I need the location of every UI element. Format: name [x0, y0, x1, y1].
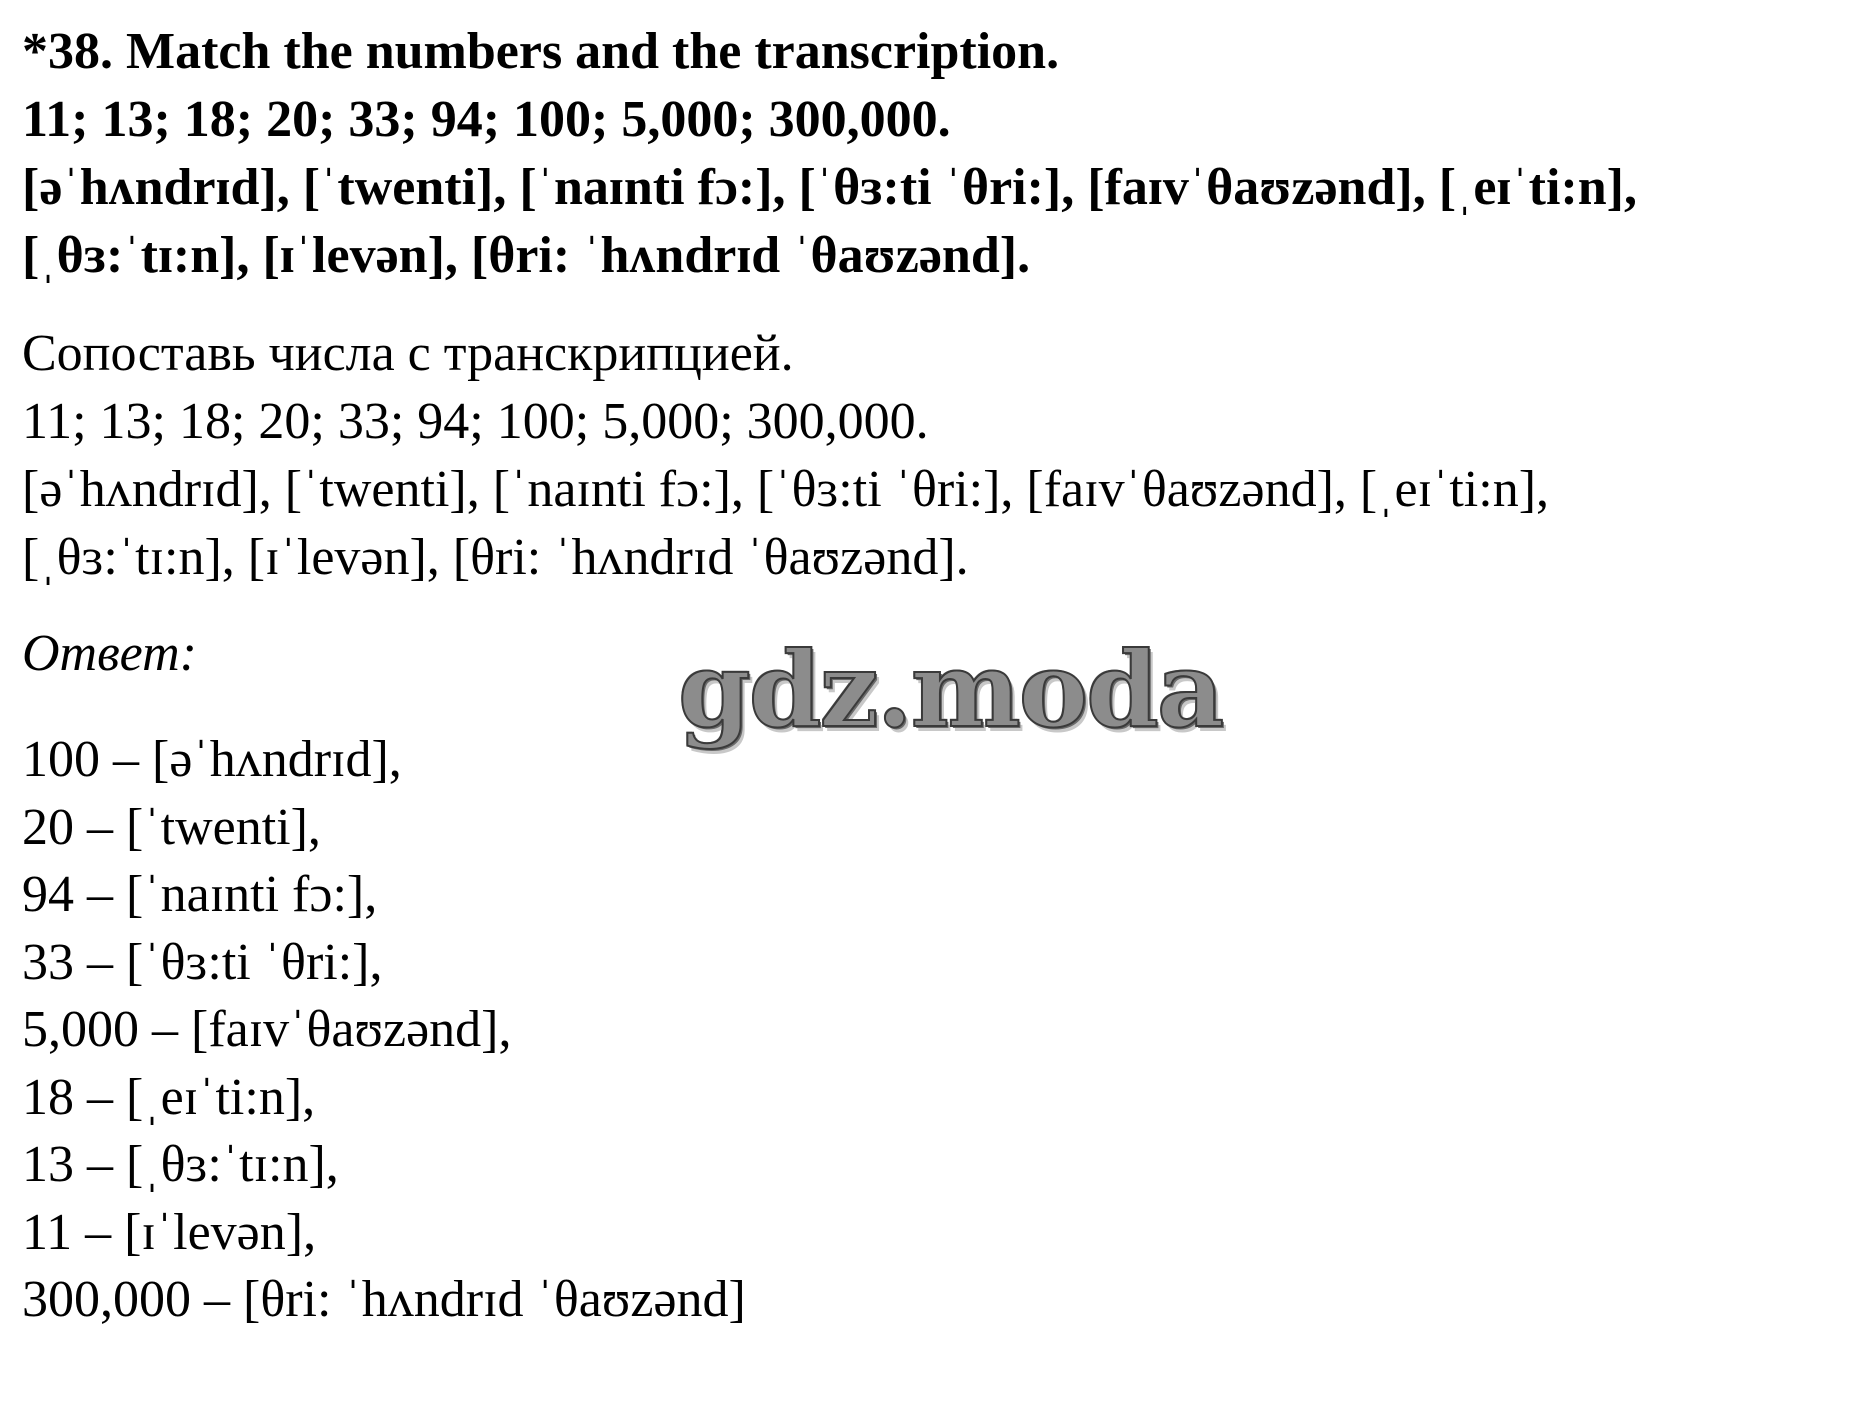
answer-list	[22, 726, 1862, 1334]
translation-numbers: 11; 13; 18; 20; 33; 94; 100; 5,000; 300,000.	[22, 393, 929, 450]
exercise-numbers: 11; 13; 18; 20; 33; 94; 100; 5,000; 300,000.	[22, 91, 951, 148]
translation-transcriptions-line-1: [əˈhʌndrɪd], [ˈtwenti], [ˈnaɪnti fɔ:], [ˈθɜ:ti ˈθri:], [faɪvˈθaʊzənd], [ˌeɪˈti:n],	[22, 461, 1550, 518]
answer-item: 11 – [ɪˈlevən],	[22, 1203, 317, 1261]
exercise-transcriptions-line-2: [ˌθɜ:ˈtɪ:n], [ɪˈlevən], [θri: ˈhʌndrɪd ˈθaʊzənd].	[22, 227, 1031, 284]
answer-label: Ответ:	[22, 625, 197, 682]
translation-transcriptions-line-2: [ˌθɜ:ˈtɪ:n], [ɪˈlevən], [θri: ˈhʌndrɪd ˈθaʊzənd].	[22, 529, 969, 586]
answer-item: 94 – [ˈnaɪnti fɔ:],	[22, 866, 378, 923]
answer-item: 100 – [əˈhʌndrɪd],	[22, 731, 402, 788]
exercise-task	[22, 18, 1862, 290]
answer-item: 300,000 – [θri: ˈhʌndrɪd ˈθaʊzənd]	[22, 1271, 746, 1328]
exercise-title: *38. Match the numbers and the transcription.	[22, 23, 1060, 80]
exercise-translation	[22, 320, 1862, 592]
translation-title: Сопоставь числа с транскрипцией.	[22, 325, 794, 382]
answer-item: 20 – [ˈtwenti],	[22, 798, 321, 856]
answer-item: 33 – [ˈθɜ:ti ˈθri:],	[22, 933, 383, 991]
answer-item: 13 – [ˌθɜ:ˈtɪ:n],	[22, 1136, 339, 1193]
answer-item: 5,000 – [faɪvˈθaʊzənd],	[22, 1001, 512, 1058]
watermark-logo: gdz.moda	[678, 628, 1223, 751]
exercise-transcriptions-line-1: [əˈhʌndrɪd], [ˈtwenti], [ˈnaɪnti fɔ:], [ˈθɜ:ti ˈθri:], [faɪvˈθaʊzənd], [ˌeɪˈti:n],	[22, 159, 1637, 216]
answer-item: 18 – [ˌeɪˈti:n],	[22, 1068, 316, 1126]
